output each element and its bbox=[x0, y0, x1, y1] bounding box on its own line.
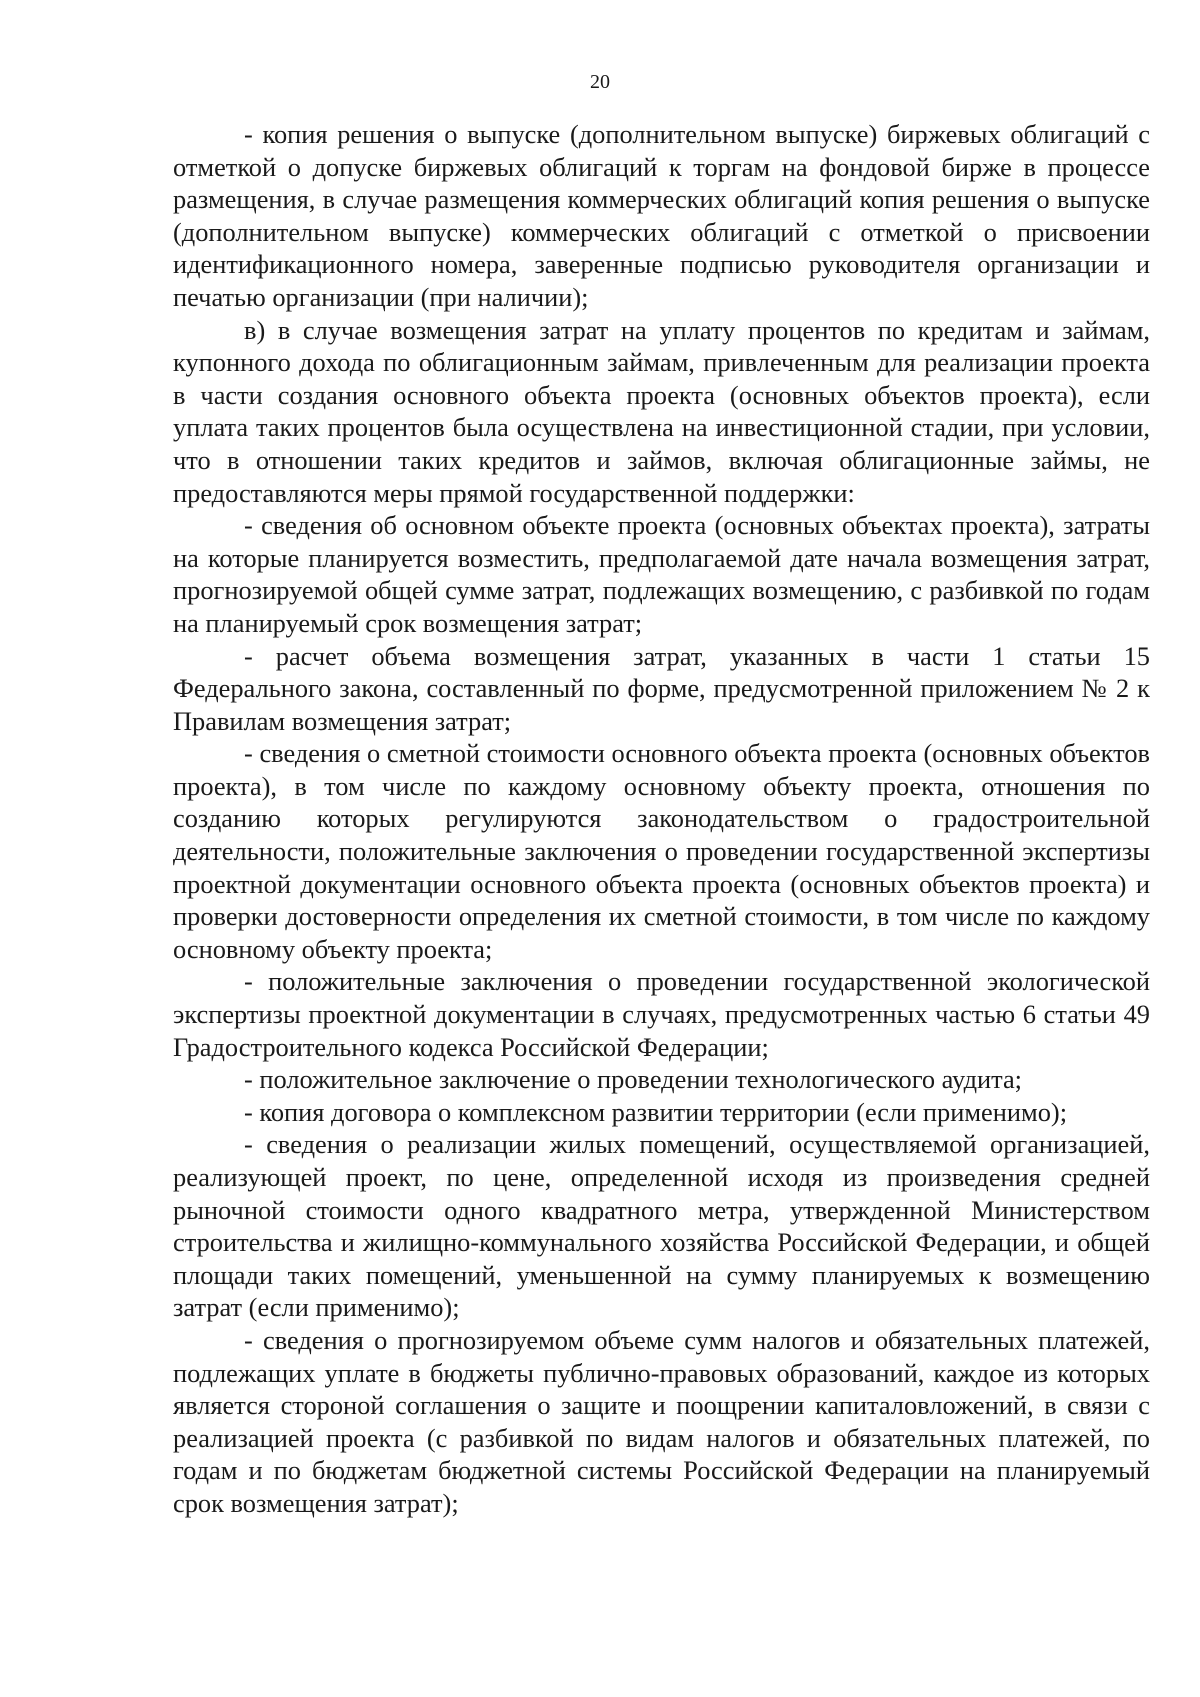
paragraph-territory-development-contract: - копия договора о комплексном развитии территории (если применимо); bbox=[244, 1096, 1068, 1127]
paragraph-technology-audit: - положительное заключение о проведении технологического аудита; bbox=[244, 1064, 1023, 1095]
paragraph-ecological-expertise: - положительные заключения о проведении государственной экологической экспертизы проектной документации в случаях, предусмотренных частью 6 статьи 49 Градостроительного кодекса Российской Федерации; bbox=[173, 966, 1150, 1062]
paragraph-main-object-info: - сведения об основном объекте проекта (основных объектах проекта), затраты на которые планируется возместить, предполагаемой дате начала возмещения затрат, прогнозируемой общей сумме затрат, подлежащих возмещению, с разбивкой по годам на планируемый срок возмещения затрат; bbox=[173, 510, 1150, 638]
paragraph-tax-forecast: - сведения о прогнозируемом объеме сумм налогов и обязательных платежей, подлежащих уплате в бюджеты публично-правовых образований, каждое из которых является стороной соглашения о защите и поощрении капиталовложений, в связи с реализацией проекта (с разбивкой по видам налогов и обязательных платежей, по годам и по бюджетам бюджетной системы Российской Федерации на планируемый срок возмещения затрат); bbox=[173, 1324, 1150, 1518]
paragraph-interest-reimbursement: в) в случае возмещения затрат на уплату процентов по кредитам и займам, купонного дохода по облигационным займам, привлеченным для реализации проекта в части создания основного объекта проекта (основных объектов проекта), если уплата таких процентов была осуществлена на инвестиционной стадии, при условии, что в отношении таких кредитов и займов, включая облигационные займы, не предоставляются меры прямой государственной поддержки: bbox=[173, 314, 1150, 508]
paragraph-bond-issue-copy: - копия решения о выпуске (дополнительном выпуске) биржевых облигаций с отметкой о допуске биржевых облигаций к торгам на фондовой бирже в процессе размещения, в случае размещения коммерческих облигаций копия решения о выпуске (дополнительном выпуске) коммерческих облигаций с отметкой о присвоении идентификационного номера, заверенные подписью руководителя организации и печатью организации (при наличии); bbox=[173, 119, 1150, 312]
page-number: 20 bbox=[590, 71, 610, 93]
document-body bbox=[173, 118, 1150, 1520]
paragraph-housing-sales-info: - сведения о реализации жилых помещений, осуществляемой организацией, реализующей проект, по цене, определенной исходя из произведения средней рыночной стоимости одного квадратного метра, утвержденной Министерством строительства и жилищно-коммунального хозяйства Российской Федерации, и общей площади таких помещений, уменьшенной на сумму планируемых к возмещению затрат (если применимо); bbox=[173, 1129, 1150, 1323]
paragraph-reimbursement-calculation: - расчет объема возмещения затрат, указанных в части 1 статьи 15 Федерального закона, составленный по форме, предусмотренной приложением № 2 к Правилам возмещения затрат; bbox=[173, 640, 1150, 736]
paragraph-estimated-cost-info: - сведения о сметной стоимости основного объекта проекта (основных объектов проекта), в том числе по каждому основному объекту проекта, отношения по созданию которых регулируются законодательством о градостроительной деятельности, положительные заключения о проведении государственной экспертизы проектной документации основного объекта проекта (основных объектов проекта) и проверки достоверности определения их сметной стоимости, в том числе по каждому основному объекту проекта; bbox=[173, 738, 1150, 964]
